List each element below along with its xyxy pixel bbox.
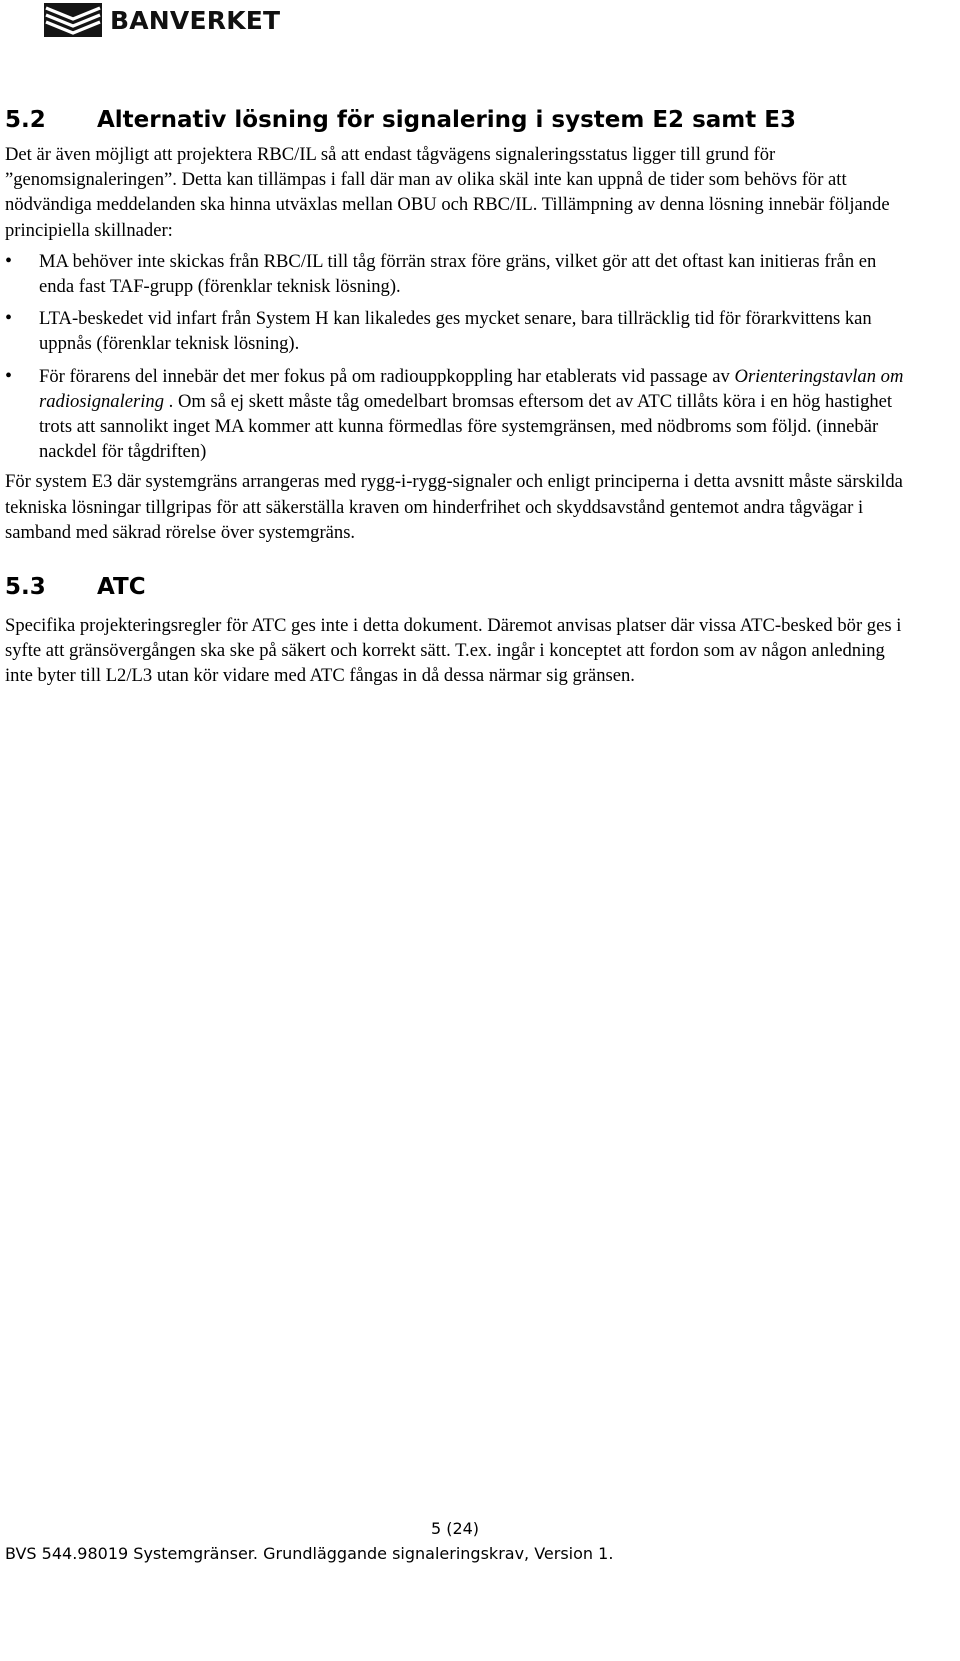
- section-heading-5-2: [5, 100, 915, 140]
- atc-paragraph: Specifika projekteringsregler för ATC ges inte i detta dokument. Däremot anvisas platser där vissa ATC-besked bör ges i syfte att gränsövergången ska ske på säkert och korrekt sätt. T.ex. ingår i konceptet att fordon som av någon anledning inte byter till L2/L3 utan kör vidare med ATC fångas in då dessa närmar sig gränsen.: [5, 615, 902, 687]
- section-heading-5-3: [5, 567, 915, 607]
- section-title: ATC: [97, 574, 146, 601]
- page-number: 5 (24): [430, 1519, 480, 1538]
- section-number: 5.3: [5, 574, 46, 601]
- list-item-text: . Om så ej skett måste tåg omedelbart bromsas eftersom det av ATC tillåts köra i en hög hastighet trots att sannolikt inget MA kommer att kunna förmedlas före systemgränsen, med nödbroms som följd. (innebär nackdel för tågdriften): [39, 390, 893, 463]
- bullet-list: [5, 249, 915, 465]
- banverket-logo: [44, 2, 280, 38]
- section-title: Alternativ lösning för signalering i system E2 samt E3: [97, 107, 796, 133]
- intro-paragraph: Det är även möjligt att projektera RBC/IL så att endast tågvägens signaleringsstatus ligger till grund för ”genomsignaleringen”. Detta kan tillämpas i fall där man av olika skäl inte kan uppnå de tider som behövs för att nödvändiga meddelanden ska hinna utväxlas mellan OBU och RBC/IL. Tillämpning av denna lösning innebär följande principiella skillnader:: [5, 144, 890, 241]
- italic-term: Orienteringstavlan om radiosignalering: [39, 365, 904, 412]
- footer-document-title: BVS 544.98019 Systemgränser. Grundläggande signaleringskrav, Version 1.: [5, 1544, 614, 1563]
- list-item-text: För förarens del innebär det mer fokus på om radiouppkoppling har etablerats vid passage av: [39, 365, 735, 387]
- list-item: [5, 364, 915, 465]
- banverket-chevron-logo-icon: [44, 3, 102, 37]
- closing-paragraph: För system E3 där systemgräns arrangeras med rygg-i-rygg-signaler och enligt principerna i detta avsnitt måste särskilda tekniska lösningar tillgripas för att säkerställa kraven om hinderfrihet och skyddsavstånd gentemot andra tågvägar i samband med säkrad rörelse över systemgräns.: [5, 471, 903, 543]
- list-item: • MA behöver inte skickas från RBC/IL till tåg förrän strax före gräns, vilket gör att det oftast kan initieras från en enda fast TAF-grupp (förenklar teknisk lösning).: [5, 249, 915, 299]
- section-number: 5.2: [5, 107, 46, 133]
- document-body: [5, 100, 915, 689]
- list-item: • LTA-beskedet vid infart från System H kan likaledes ges mycket senare, bara tillräcklig tid för förarkvittens kan uppnås (förenklar teknisk lösning).: [5, 306, 915, 356]
- logo-text: BANVERKET: [110, 5, 281, 35]
